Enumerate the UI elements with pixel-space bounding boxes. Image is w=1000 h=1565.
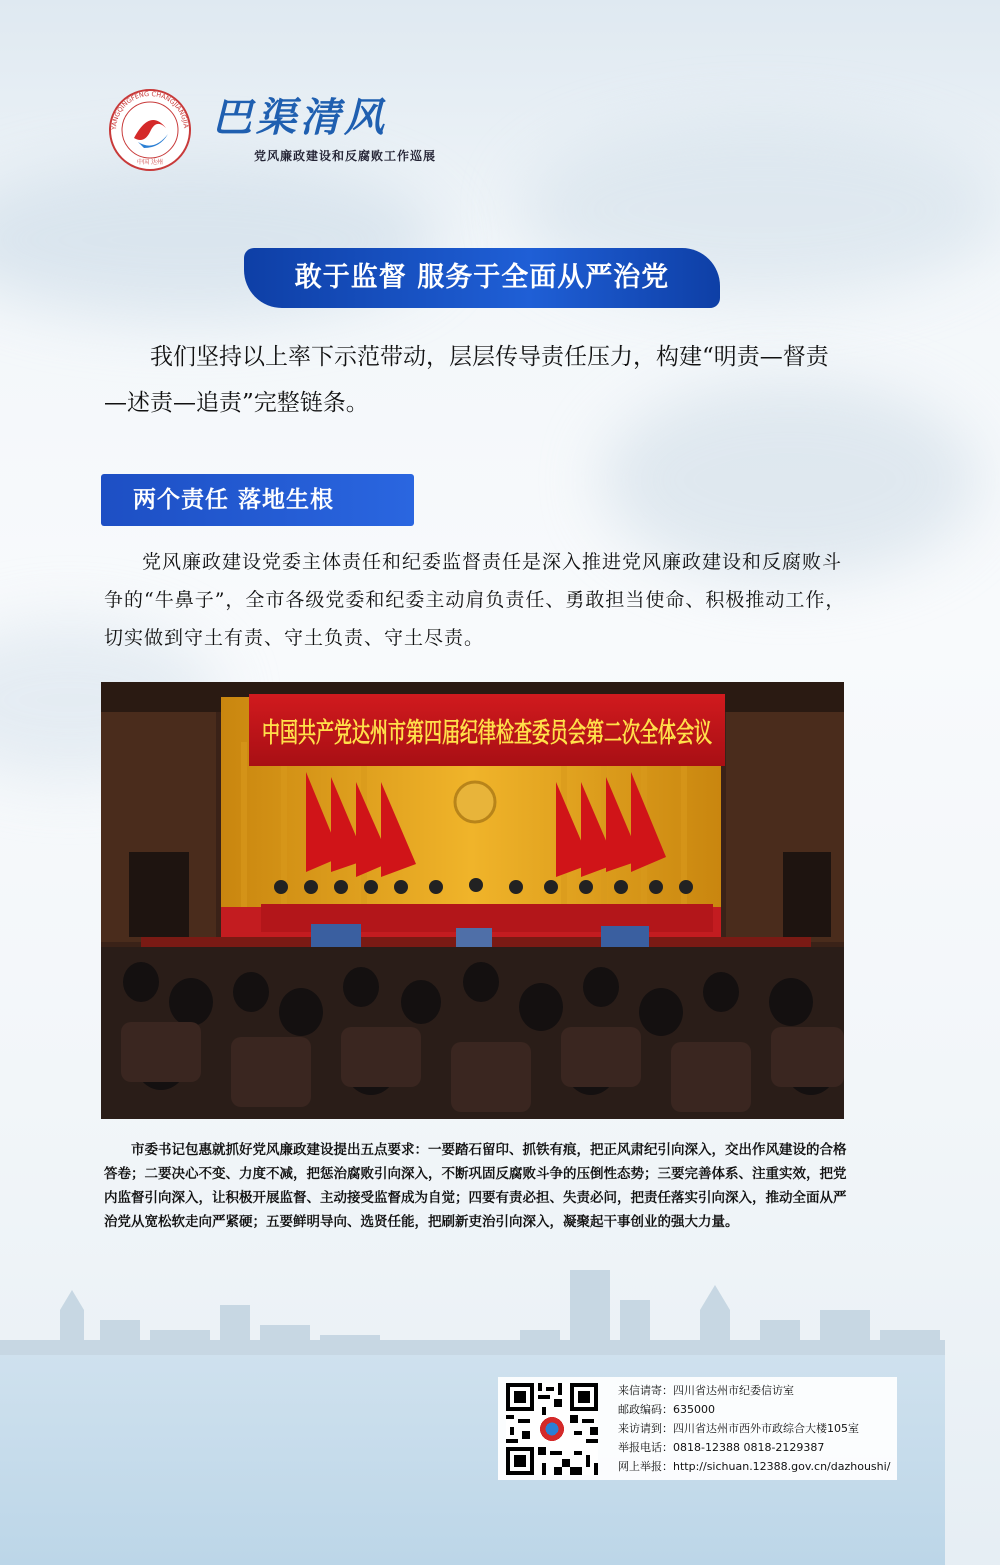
brand-title: 巴渠清风 bbox=[212, 94, 388, 141]
photo-banner-text: 中国共产党达州市第四届纪律检查委员会第二次全体会议 bbox=[262, 718, 937, 749]
section-intro: 我们坚持以上率下示范带动，层层传导责任压力，构建“明责—督责—述责—追责”完整链条。 bbox=[104, 344, 829, 416]
logo-text-top: YANGQINGFENG CHANGJIANGJIA bbox=[109, 89, 190, 131]
logo bbox=[104, 88, 196, 172]
section-title-main: 敢于监督 服务于全面从严治党 bbox=[244, 248, 720, 308]
contact-phone: 举报电话：0818-12388 0818-2129387 bbox=[618, 1441, 825, 1454]
contact-postal-code: 邮政编码：635000 bbox=[618, 1403, 715, 1416]
qr-code-icon[interactable] bbox=[506, 1383, 598, 1475]
contact-mail-address: 来信请寄：四川省达州市纪委信访室 bbox=[618, 1384, 794, 1397]
contact-info bbox=[618, 1381, 890, 1476]
photo-caption: 市委书记包惠就抓好党风廉政建设提出五点要求：一要踏石留印、抓铁有痕，把正风肃纪引向深入，交出作风建设的合格答卷；二要决心不变、力度不减，把惩治腐败引向深入，不断巩固反腐败斗争的压倒性态势；三要完善体系、注重实效，把党内监督引向深入，让积极开展监督、主动接受监督成为自觉；四要有责必担、失责必问，把责任落实引向深入，推动全面从严治党从宽松软走向严紧硬；五要鲜明导向、选贤任能，把刷新吏治引向深入，凝聚起干事创业的强大力量。 bbox=[104, 1142, 847, 1230]
contact-website[interactable]: 网上举报：http://sichuan.12388.gov.cn/dazhoushi/ bbox=[618, 1460, 891, 1473]
section-body: 党风廉政建设党委主体责任和纪委监督责任是深入推进党风廉政建设和反腐败斗争的“牛鼻子”，全市各级党委和纪委主动肩负责任、勇敢担当使命、积极推动工作，切实做到守土有责、守土负责、守土尽责。 bbox=[104, 551, 846, 649]
conference-photo bbox=[101, 682, 937, 1119]
contact-visit-address: 来访请到：四川省达州市西外市政综合大楼105室 bbox=[618, 1422, 859, 1435]
brand-subtitle: 党风廉政建设和反腐败工作巡展 bbox=[254, 149, 437, 163]
section-title-sub: 两个责任 落地生根 bbox=[101, 474, 414, 526]
logo-text-bottom: 中国 达州 bbox=[137, 159, 163, 166]
